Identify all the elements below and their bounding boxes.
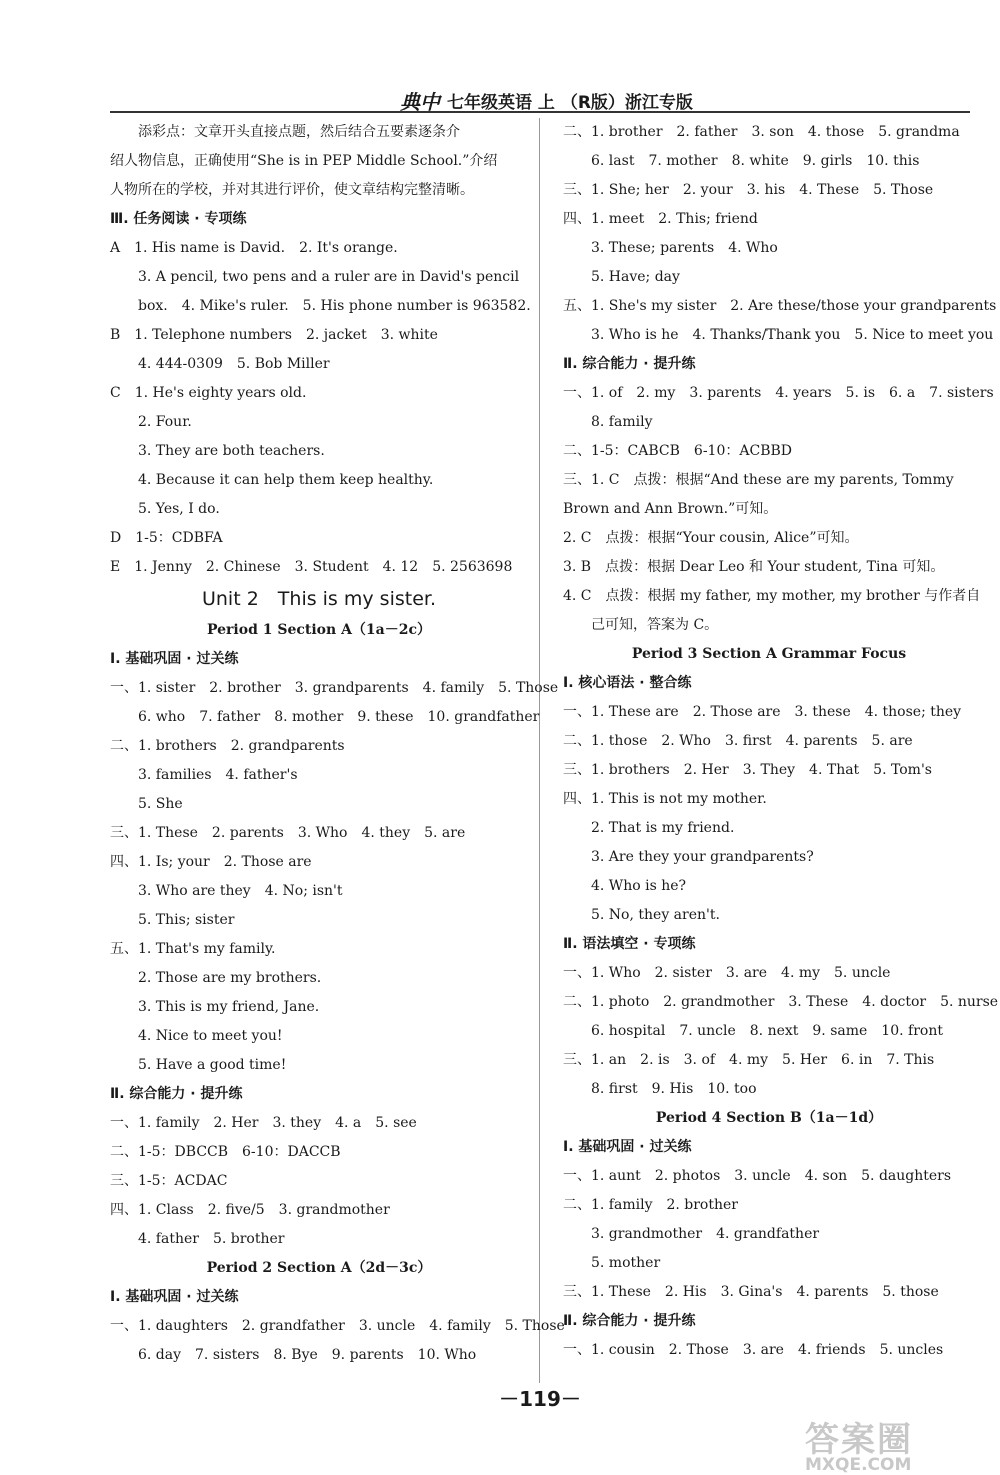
answer-line: 4. Who is he? <box>563 878 687 894</box>
answer-line: 三、1. These 2. parents 3. Who 4. they 5. are <box>110 825 466 841</box>
answer-line: 三、1. C 点拨：根据“And these are my parents, Tommy <box>563 472 954 488</box>
answer-line: 绍人物信息，正确使用“She is in PEP Middle School.”介绍 <box>110 153 498 169</box>
unit-title: Unit 2 This is my sister. <box>201 588 436 610</box>
answer-line: 6. hospital 7. uncle 8. next 9. same 10. front <box>563 1023 943 1039</box>
answer-line: 二、1. brothers 2. grandparents <box>110 738 345 754</box>
answer-line: 3. families 4. father's <box>110 767 298 783</box>
book-title: 七年级英语 上 （R版）浙江专版 <box>447 93 693 113</box>
answer-line: 人物所在的学校，并对其进行评价，使文章结构完整清晰。 <box>110 182 474 198</box>
watermark-url: MXQE.COM <box>805 1455 912 1475</box>
answer-line: 2. C 点拨：根据“Your cousin, Alice”可知。 <box>563 530 859 546</box>
answer-line: 一、1. daughters 2. grandfather 3. uncle 4. family 5. Those <box>110 1318 565 1334</box>
section-heading: Ⅲ. 任务阅读 · 专项练 <box>110 211 247 227</box>
answer-line: 二、1. brother 2. father 3. son 4. those 5. grandma <box>563 124 960 140</box>
answer-line: 3. Who is he 4. Thanks/Thank you 5. Nice to meet you <box>563 327 994 343</box>
answer-line: 二、1-5：CABCB 6-10：ACBBD <box>563 443 792 459</box>
answer-line: 5. No, they aren't. <box>563 907 720 923</box>
answer-line: Brown and Ann Brown.”可知。 <box>563 501 778 517</box>
section-heading: Ⅱ. 语法填空 · 专项练 <box>563 936 696 952</box>
brand-logo: 典中 <box>400 90 440 114</box>
answer-line: 一、1. cousin 2. Those 3. are 4. friends 5. uncles <box>563 1342 944 1358</box>
section-heading: Ⅰ. 基础巩固 · 过关练 <box>110 1289 239 1305</box>
answer-line: 6. who 7. father 8. mother 9. these 10. grandfather <box>110 709 540 725</box>
page-header <box>110 84 970 112</box>
section-heading: Ⅰ. 基础巩固 · 过关练 <box>563 1139 692 1155</box>
answer-line: 3. A pencil, two pens and a ruler are in David's pencil <box>110 269 520 285</box>
answer-line: 2. That is my friend. <box>563 820 735 836</box>
section-heading: Ⅰ. 基础巩固 · 过关练 <box>110 651 239 667</box>
header-rule <box>110 111 970 113</box>
answer-line: 2. Four. <box>110 414 192 430</box>
answer-line: E 1. Jenny 2. Chinese 3. Student 4. 12 5. 2563698 <box>110 559 513 575</box>
answer-line: 8. first 9. His 10. too <box>563 1081 757 1097</box>
answer-line: 6. day 7. sisters 8. Bye 9. parents 10. Who <box>110 1347 477 1363</box>
period-heading: Period 3 Section A Grammar Focus <box>631 646 907 662</box>
period-heading: Period 4 Section B（1a－1d） <box>655 1110 883 1126</box>
answer-line: 2. Those are my brothers. <box>110 970 322 986</box>
answer-line: 4. C 点拨：根据 my father, my mother, my brother 与作者自 <box>563 588 981 604</box>
answer-line: 添彩点：文章开头直接点题，然后结合五要素逐条介 <box>110 124 460 140</box>
answer-line: 五、1. That's my family. <box>110 941 276 957</box>
answer-line: B 1. Telephone numbers 2. jacket 3. white <box>110 327 438 343</box>
answer-line: 三、1-5：ACDAC <box>110 1173 228 1189</box>
answer-line: 3. This is my friend, Jane. <box>110 999 320 1015</box>
answer-line: 己可知，答案为 C。 <box>563 617 719 633</box>
answer-line: 一、1. Who 2. sister 3. are 4. my 5. uncle <box>563 965 891 981</box>
answer-line: 三、1. brothers 2. Her 3. They 4. That 5. Tom's <box>563 762 932 778</box>
answer-line: 一、1. These are 2. Those are 3. these 4. those; they <box>563 704 962 720</box>
answer-line: 四、1. meet 2. This; friend <box>563 211 758 227</box>
answer-line: 5. She <box>110 796 183 812</box>
answer-line: 5. Have a good time! <box>110 1057 287 1073</box>
answer-line: 四、1. Is; your 2. Those are <box>110 854 312 870</box>
column-divider <box>539 118 540 1383</box>
answer-line: 4. 444-0309 5. Bob Miller <box>110 356 330 372</box>
answer-line: 五、1. She's my sister 2. Are these/those your grandparents <box>563 298 997 314</box>
answer-line: 一、1. of 2. my 3. parents 4. years 5. is 6. a 7. sisters <box>563 385 994 401</box>
answer-line: 三、1. These 2. His 3. Gina's 4. parents 5. those <box>563 1284 939 1300</box>
answer-line: D 1-5：CDBFA <box>110 530 223 546</box>
answer-line: A 1. His name is David. 2. It's orange. <box>110 240 398 256</box>
answer-line: 一、1. aunt 2. photos 3. uncle 4. son 5. daughters <box>563 1168 952 1184</box>
answer-line: 二、1-5：DBCCB 6-10：DACCB <box>110 1144 341 1160</box>
answer-line: 3. Who are they 4. No; isn't <box>110 883 343 899</box>
answer-line: box. 4. Mike's ruler. 5. His phone number is 963582. <box>110 298 531 314</box>
watermark-logo: 答案圈 <box>805 1420 913 1460</box>
answer-line: 一、1. sister 2. brother 3. grandparents 4. family 5. Those <box>110 680 559 696</box>
answer-line: 5. mother <box>563 1255 661 1271</box>
answer-line: 4. Nice to meet you! <box>110 1028 283 1044</box>
answer-line: 二、1. those 2. Who 3. first 4. parents 5. are <box>563 733 913 749</box>
answer-line: 四、1. Class 2. five/5 3. grandmother <box>110 1202 390 1218</box>
answer-line: 8. family <box>563 414 653 430</box>
answer-line: 二、1. photo 2. grandmother 3. These 4. doctor 5. nurse <box>563 994 999 1010</box>
answer-line: 6. last 7. mother 8. white 9. girls 10. this <box>563 153 920 169</box>
answer-line: 5. Yes, I do. <box>110 501 220 517</box>
answer-line: 3. grandmother 4. grandfather <box>563 1226 820 1242</box>
answer-line: 4. father 5. brother <box>110 1231 285 1247</box>
answer-line: 3. B 点拨：根据 Dear Leo 和 Your student, Tina 可知。 <box>563 559 945 575</box>
section-heading: Ⅱ. 综合能力 · 提升练 <box>563 356 696 372</box>
answer-line: 三、1. She; her 2. your 3. his 4. These 5. Those <box>563 182 934 198</box>
answer-line: 三、1. an 2. is 3. of 4. my 5. Her 6. in 7. This <box>563 1052 935 1068</box>
answer-line: 3. These; parents 4. Who <box>563 240 778 256</box>
watermark <box>805 1412 985 1475</box>
answer-line: 四、1. This is not my mother. <box>563 791 767 807</box>
answer-line: 一、1. family 2. Her 3. they 4. a 5. see <box>110 1115 417 1131</box>
answer-line: 4. Because it can help them keep healthy. <box>110 472 434 488</box>
period-heading: Period 1 Section A（1a－2c） <box>206 622 432 638</box>
answer-line: 5. This; sister <box>110 912 235 928</box>
answer-line: 5. Have; day <box>563 269 680 285</box>
answer-line: 二、1. family 2. brother <box>563 1197 738 1213</box>
answer-line: 3. Are they your grandparents? <box>563 849 814 865</box>
period-heading: Period 2 Section A（2d－3c） <box>206 1260 432 1276</box>
section-heading: Ⅱ. 综合能力 · 提升练 <box>563 1313 696 1329</box>
answer-line: C 1. He's eighty years old. <box>110 385 307 401</box>
page-number: －119－ <box>499 1387 581 1411</box>
answer-line: 3. They are both teachers. <box>110 443 325 459</box>
section-heading: Ⅱ. 综合能力 · 提升练 <box>110 1086 243 1102</box>
section-heading: Ⅰ. 核心语法 · 整合练 <box>563 675 692 691</box>
